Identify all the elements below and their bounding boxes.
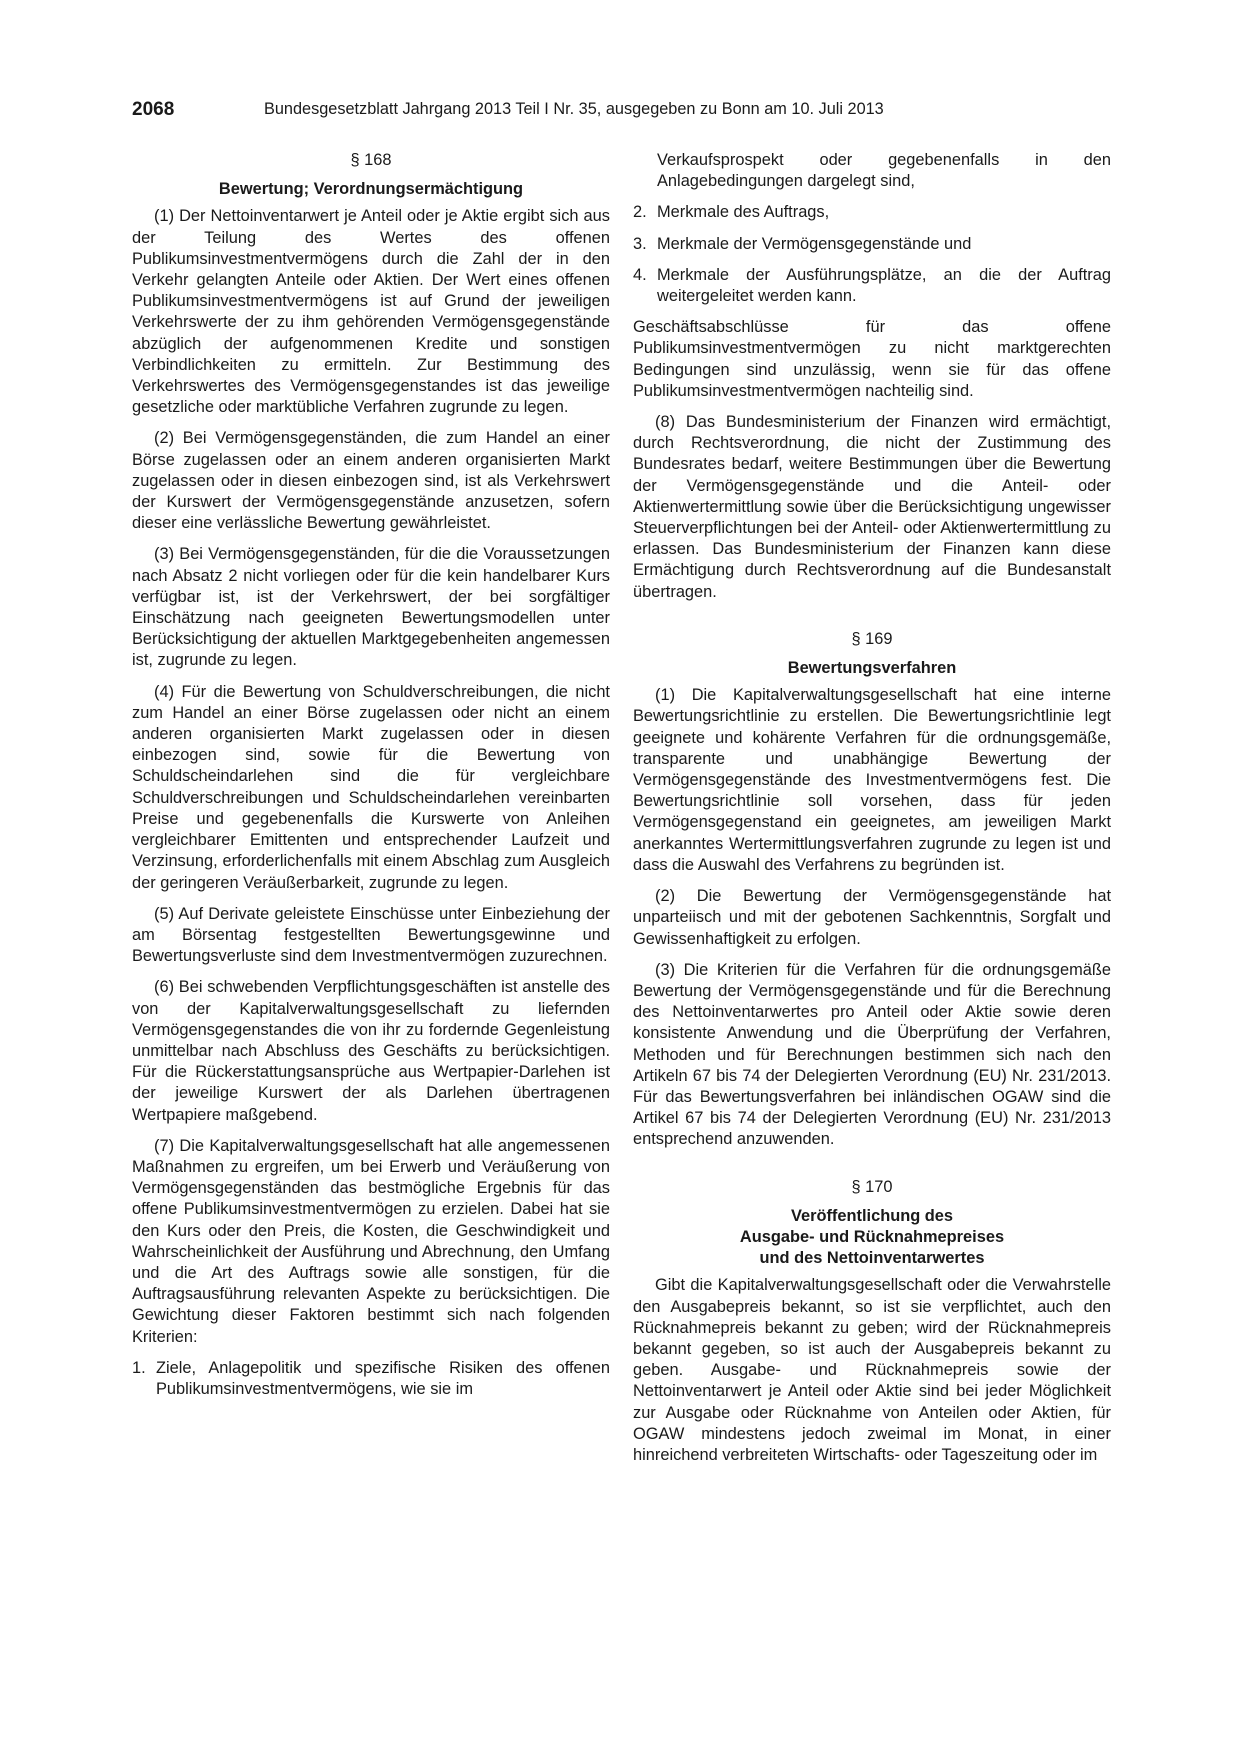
section-170-title-line-2: Ausgabe- und Rücknahmepreises — [739, 1227, 1005, 1246]
paragraph-169-1: (1) Die Kapitalverwaltungsgesellschaft hat eine interne Bewertungsrichtlinie zu erstellen. Die Bewertungsrichtlinie legt geeignete und kohärente Verfahren für die ordnungsgemäße, transparente und unabhängige Bewertung der Vermögensgegenstände des Investmentvermögens fest. Die Bewertungsrichtlinie soll vorsehen, dass für jeden Vermögensgegenstand ein geeignetes, am jeweiligen Markt anerkanntes Wertermittlungsverfahren zugrunde zu legen ist und dass die Auswahl des Verfahrens zu begründen ist. — [633, 686, 1111, 874]
paragraph-170-1: Gibt die Kapitalverwaltungsgesellschaft oder die Verwahrstelle den Ausgabepreis bekannt, so ist sie verpflichtet, auch den Rücknahmepreis bekannt zu geben; wird der Rücknahmepreis bekannt gegeben, so ist auch der Ausgabepreis bekannt zu geben. Ausgabe- und Rücknahmepreis sowie der Nettoinventarwert je Anteil oder Aktie sind bei jeder Möglichkeit zur Ausgabe oder Rücknahme von Anteilen oder Aktien, für OGAW mindestens jedoch zweimal im Monat, in einer hinreichend verbreiteten Wirtschafts- oder Tageszeitung oder im — [633, 1276, 1111, 1464]
paragraph-168-7: (7) Die Kapitalverwaltungsgesellschaft hat alle angemessenen Maßnahmen zu ergreifen, um bei Erwerb und Veräußerung von Vermögensgegenständen das bestmögliche Ergebnis für das offene Publikumsinvestmentvermögen zu erzielen. Dabei hat sie den Kurs oder den Preis, die Kosten, die Geschwindigkeit und Wahrscheinlichkeit der Ausführung und Abrechnung, den Umfang und die Art des Auftrags sowie alle sonstigen, für die Auftragsausführung relevanten Aspekte zu berücksichtigen. Die Gewichtung dieser Faktoren bestimmt sich nach folgenden Kriterien: — [132, 1136, 610, 1346]
list-number: 4. — [633, 265, 647, 284]
page-number: 2068 — [132, 99, 175, 120]
paragraph-168-3: (3) Bei Vermögensgegenständen, für die die Voraussetzungen nach Absatz 2 nicht vorliegen oder für die kein handelbarer Kurs verfügbar ist, ist der Verkehrswert, der bei sorgfältiger Einschätzung nach geeigneten Bewertungsmodellen unter Berücksichtigung der aktuellen Marktgegebenheiten angemessen ist, zugrunde zu legen. — [132, 545, 610, 670]
list-text: Merkmale der Ausführungsplätze, an die der Auftrag weitergeleitet werden kann. — [657, 265, 1111, 306]
list-text: Verkaufsprospekt oder gegebenenfalls in den Anlagebedingungen dargelegt sind, — [657, 151, 1111, 191]
section-170 — [633, 1177, 1111, 1467]
paragraph-168-1: (1) Der Nettoinventarwert je Anteil oder je Aktie ergibt sich aus der Teilung des Wertes des offenen Publikumsinvestmentvermögens durch die Zahl der in den Verkehr gelangten Anteile oder Aktien. Der Wert eines offenen Publikumsinvestmentvermögens ist auf Grund der jeweiligen Verkehrswerte der zu ihm gehörenden Vermögensgegenstände abzüglich der aufgenommenen Kredite und sonstigen Verbindlichkeiten zu ermitteln. Zur Bestimmung des Verkehrswertes des Vermögensgegenstandes ist das jeweilige gesetzliche oder marktübliche Verfahren zugrunde zu legen. — [132, 207, 610, 417]
paragraph-169-2: (2) Die Bewertung der Vermögensgegenstände hat unparteiisch und mit der gebotenen Sachkenntnis, Sorgfalt und Gewissenhaftigkeit zu erfolgen. — [633, 887, 1111, 948]
paragraph-168-4: (4) Für die Bewertung von Schuldverschreibungen, die nicht zum Handel an einer Börse zugelassen oder nicht an einem anderen organisierten Markt zugelassen oder in diesen einbezogen sind, sowie für die Bewertung von Schuldscheindarlehen sind die für vergleichbare Schuldverschreibungen und Schuldscheindarlehen vereinbarten Preise und gegebenenfalls die Kurswerte von Anleihen vergleichbarer Emittenten und entsprechender Laufzeit und Verzinsung, erforderlichenfalls mit einem Abschlag zum Ausgleich der geringeren Veräußerbarkeit, zugrunde zu legen. — [132, 682, 610, 892]
list-number: 1. — [132, 1358, 146, 1377]
section-168-title: Bewertung; Verordnungsermächtigung — [218, 180, 524, 199]
paragraph-168-8: (8) Das Bundesministerium der Finanzen wird ermächtigt, durch Rechtsverordnung, die nicht der Zustimmung des Bundesrates bedarf, weitere Bestimmungen über die Bewertung der Vermögensgegenstände und die Anteil- oder Aktienwertermittlung sowie über die Berücksichtigung ungewisser Steuerverpflichtungen bei der Anteil- oder Aktienwertermittlung zu erlassen. Das Bundesministerium der Finanzen kann diese Ermächtigung durch Rechtsverordnung auf die Bundesanstalt übertragen. — [633, 413, 1111, 601]
right-column — [633, 150, 1111, 1476]
paragraph-169-3: (3) Die Kriterien für die Verfahren für die ordnungsgemäße Bewertung der Vermögensgegenstände und für die Berechnung des Nettoinventarwertes pro Anteil oder Aktie sowie deren konsistente Anwendung und die Überprüfung der Verfahren, Methoden und für Berechnungen bestimmen sich nach den Artikeln 67 bis 74 der Delegierten Verordnung (EU) Nr. 231/2013. Für das Bewertungsverfahren bei inländischen OGAW sind die Artikel 67 bis 74 der Delegierten Verordnung (EU) Nr. 231/2013 entsprechend anzuwenden. — [633, 960, 1111, 1149]
paragraph-168-5: (5) Auf Derivate geleistete Einschüsse unter Einbeziehung der am Börsentag festgestellten Bewertungsgewinne und Bewertungsverluste sind dem Investmentvermögen zuzurechnen. — [132, 904, 610, 966]
list-item-3 — [633, 234, 1111, 255]
section-170-number: § 170 — [851, 1177, 893, 1196]
section-169 — [633, 629, 1111, 1151]
list-number: 2. — [633, 203, 647, 222]
list-item-2 — [633, 202, 1111, 223]
list-number: 3. — [633, 234, 647, 253]
section-170-title-line-1: Veröffentlichung des — [790, 1206, 954, 1225]
list-item-1 — [132, 1358, 610, 1400]
section-168-number: § 168 — [350, 151, 392, 169]
section-170-title-line-3: und des Nettoinventarwertes — [759, 1249, 985, 1268]
list-text: Ziele, Anlagepolitik und spezifische Risiken des offenen Publikumsinvestmentvermögens, wie sie im — [156, 1358, 610, 1398]
running-head: Bundesgesetzblatt Jahrgang 2013 Teil I Nr. 35, ausgegeben zu Bonn am 10. Juli 2013 — [264, 100, 884, 118]
list-item-1-continued — [633, 150, 1111, 192]
paragraph-168-7-tail: Geschäftsabschlüsse für das offene Publikumsinvestmentvermögen zu nicht marktgerechten Bedingungen sind unzulässig, wenn sie für das offene Publikumsinvestmentvermögen nachteilig sind. — [633, 318, 1111, 400]
paragraph-168-2: (2) Bei Vermögensgegenständen, die zum Handel an einer Börse zugelassen oder an einem anderen organisierten Markt zugelassen oder in diesen einbezogen sind, ist als Verkehrswert der Kurswert der Vermögensgegenstände anzusetzen, sofern dieser eine verlässliche Bewertung gewährleistet. — [132, 429, 610, 533]
section-169-title: Bewertungsverfahren — [787, 659, 957, 678]
list-text: Merkmale des Auftrags, — [657, 203, 830, 222]
list-text: Merkmale der Vermögensgegenstände und — [657, 234, 972, 253]
paragraph-168-6: (6) Bei schwebenden Verpflichtungsgeschäften ist anstelle des von der Kapitalverwaltungsgesellschaft zu liefernden Vermögensgegenstandes die von ihr zu fordernde Gegenleistung unmittelbar nach Abschluss des Geschäfts zu berücksichtigen. Für die Rückerstattungsansprüche aus Wertpapier-Darlehen ist der jeweilige Kurswert der als Darlehen übertragenen Wertpapiere maßgebend. — [132, 978, 610, 1124]
section-169-number: § 169 — [851, 629, 893, 648]
list-item-4 — [633, 265, 1111, 307]
left-column — [132, 150, 610, 1410]
page-header — [132, 99, 1112, 125]
